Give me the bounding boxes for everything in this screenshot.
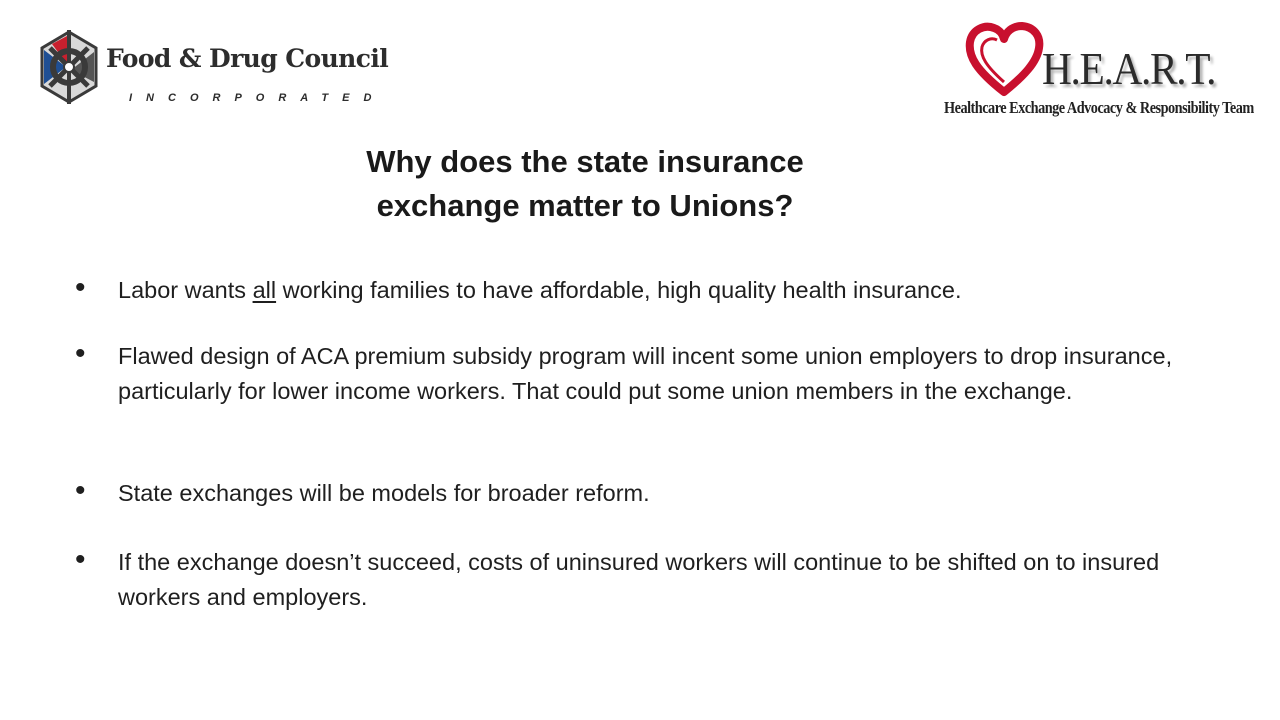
bullet-item: • Flawed design of ACA premium subsidy program will incent some union employers to drop insurance, particularly for lower income workers. That could put some union members in the exchange.	[75, 337, 1173, 404]
bullet-item: • State exchanges will be models for broader reform.	[75, 474, 650, 507]
bullet-item: • If the exchange doesn’t succeed, costs of uninsured workers will continue to be shifted on to insured workers and employers.	[75, 543, 1160, 610]
emphasis-all: all	[252, 277, 277, 303]
fdc-logo-subtitle: INCORPORATED	[129, 92, 386, 104]
bullet-dot: •	[75, 271, 86, 304]
slide-title-line-1: Why does the state insurance	[366, 144, 804, 179]
bullet-dot: •	[75, 543, 86, 576]
fdc-logo-name: Food & Drug Council	[106, 44, 389, 73]
slide-title-line-2: exchange matter to Unions?	[376, 188, 794, 223]
bullet-dot: •	[75, 474, 86, 507]
heart-logo-name: H.E.A.R.T.	[1042, 43, 1216, 94]
bullet-dot: •	[75, 337, 86, 370]
heart-logo-subtitle: Healthcare Exchange Advocacy & Responsibility Team	[944, 98, 1254, 117]
bullet-item: • Labor wants all working families to have affordable, high quality health insurance.	[75, 271, 962, 304]
